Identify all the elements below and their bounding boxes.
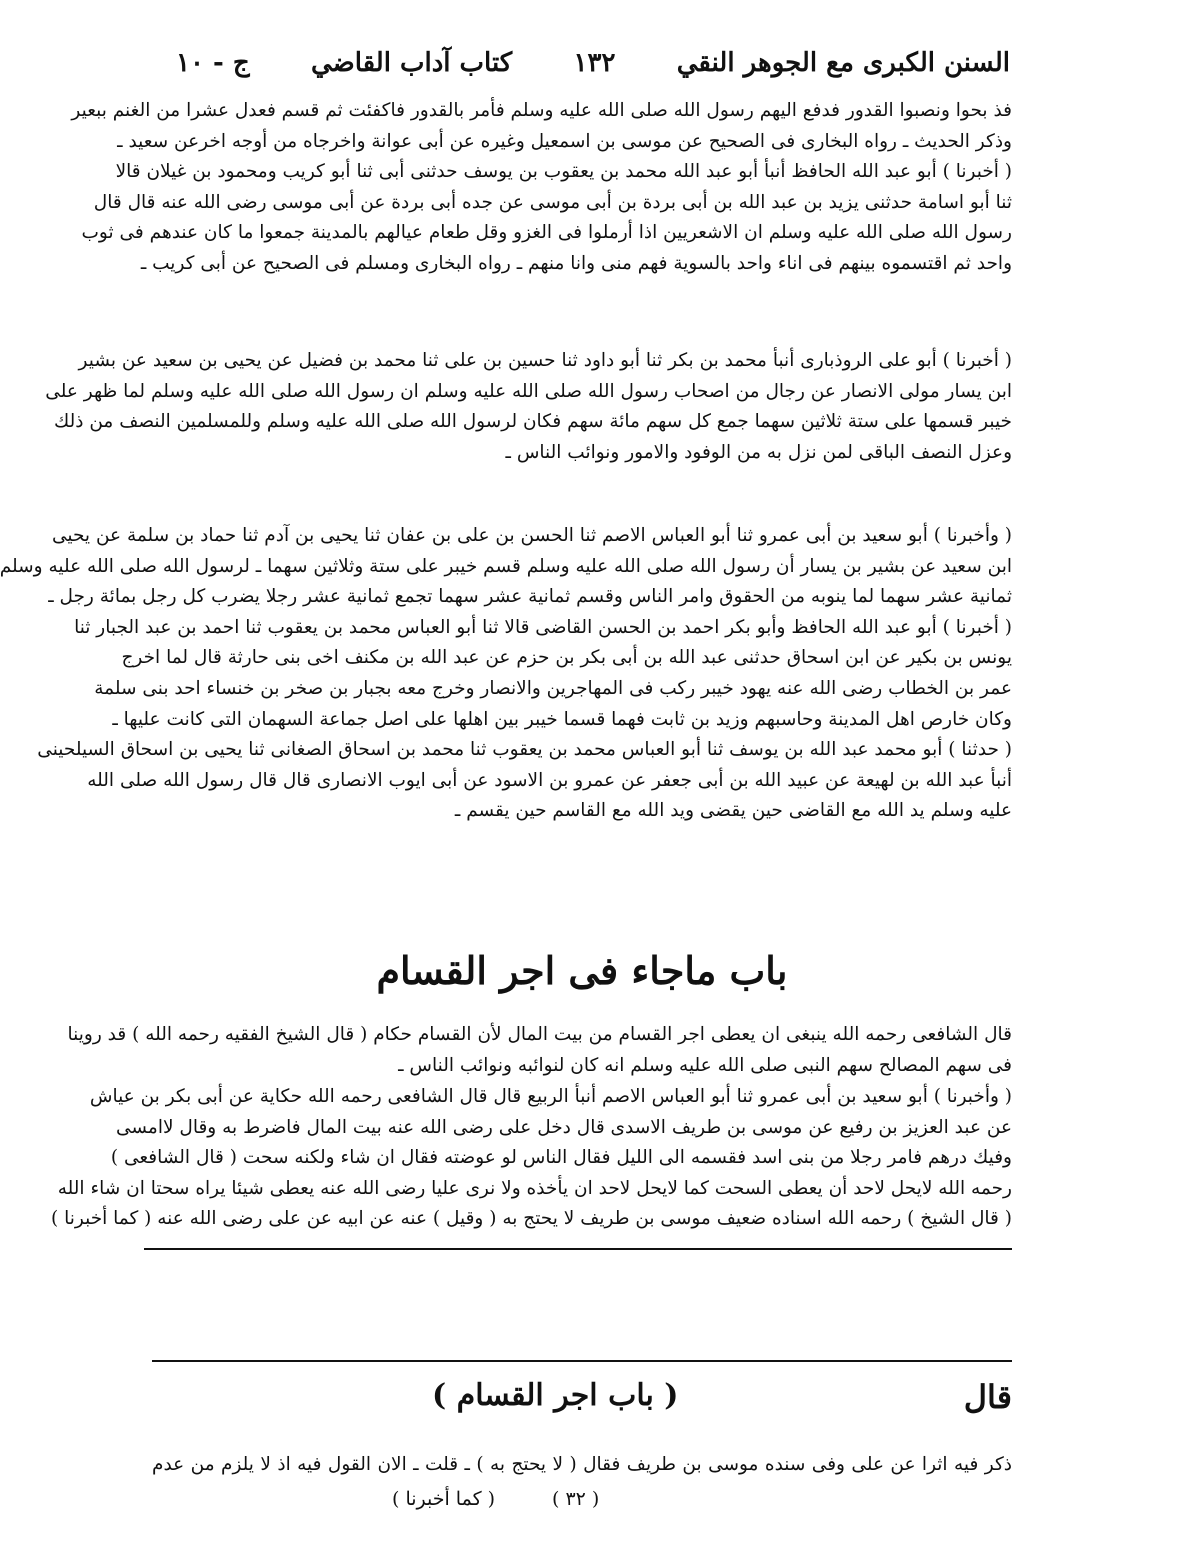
page-number: ١٣٢: [573, 48, 616, 78]
footnote-qala: قال: [963, 1378, 1012, 1416]
text-line: عليه وسلم يد الله مع القاضى حين يقضى ويد الله مع القاسم حين يقسم ـ: [454, 800, 1012, 822]
text-line: رحمه الله لايحل لاحد أن يعطى السحت كما لايحل لاحد ان يأخذه ولا نرى عليا رضى الله عنه يعطى شيئا يراه سحتا ان شاء الله: [57, 1177, 1012, 1199]
text-line: رسول الله صلى الله عليه وسلم ان الاشعريين اذا أرملوا فى الغزو وقل طعام عيالهم بالمدينة جمعوا ما كان عندهم فى ثوب: [81, 222, 1012, 244]
text-line: ( حدثنا ) أبو محمد عبد الله بن يوسف ثنا أبو العباس محمد بن يعقوب ثنا محمد بن اسحاق الصغانى ثنا يحيى بن اسحاق السيلحينى: [37, 739, 1012, 761]
chapter-title: باب ماجاء فى اجر القسام: [376, 948, 788, 993]
footer-page-number: ( ٣٢ ): [552, 1488, 600, 1510]
text-block-5: [51, 1082, 1012, 1235]
text-line: ثنا أبو اسامة حدثنى يزيد بن عبد الله بن أبى بردة بن أبى موسى عن جده أبى بردة عن أبى موسى رضى الله عنه قال قال: [93, 191, 1012, 213]
footer-catchword: ( كما أخبرنا ): [392, 1488, 496, 1510]
text-line: ثمانية عشر سهما لما ينوبه من الحقوق وامر الناس وقسم ثمانية عشر سهما تجمع ثمانية عشر رجلا يضرب كل رجل بمائة رجل ـ: [48, 586, 1012, 608]
text-line: وذكر الحديث ـ رواه البخارى فى الصحيح عن موسى بن اسمعيل وغيره عن أبى عوانة واخرجاه من أوجه اخرعن سعيد ـ: [117, 130, 1012, 152]
section-divider: [144, 1248, 1012, 1250]
volume-label: ج - ١٠: [176, 48, 250, 78]
text-line: خيبر قسمها على ستة ثلاثين سهما جمع كل سهم مائة سهم فكان لرسول الله صلى الله عليه وسلم وللمسلمين النصف من ذلك: [54, 411, 1012, 433]
text-line: وفيك درهم فامر رجلا من بنى اسد فقسمه الى الليل فقال الناس لو عوضته فقال ان شاء ولكنه سحت ( قال الشافعى ): [110, 1147, 1012, 1169]
text-block-3: [0, 521, 1012, 827]
text-line: أنبأ عبد الله بن لهيعة عن عبيد الله بن أبى جعفر عن عمرو بن الاسود عن أبى ايوب الانصارى قال قال رسول الله صلى الله: [87, 769, 1012, 791]
text-line: عن عبد العزيز بن رفيع عن موسى بن طريف الاسدى قال دخل على رضى الله عنه بيت المال فاضرط به وقال لاامسى: [115, 1116, 1012, 1138]
page-footer: [152, 1488, 1012, 1518]
footnote-title: ( باب اجر القسام ): [432, 1378, 679, 1413]
section-title: كتاب آداب القاضي: [310, 48, 513, 78]
text-line: ( أخبرنا ) أبو عبد الله الحافظ وأبو بكر احمد بن الحسن القاضى قالا ثنا أبو العباس محمد بن يعقوب ثنا احمد بن عبد الجبار ثنا: [74, 616, 1012, 638]
page-header: [176, 38, 1010, 88]
text-line: واحد ثم اقتسموه بينهم فى اناء واحد بالسوية فهم منى وانا منهم ـ رواه البخارى ومسلم فى الصحيح عن أبى كريب ـ: [140, 252, 1012, 274]
text-line: فى سهم المصالح سهم النبى صلى الله عليه وسلم انه كان لنوائبه ونوائب الناس ـ: [398, 1054, 1012, 1076]
text-line: عمر بن الخطاب رضى الله عنه يهود خيبر ركب فى المهاجرين والانصار وخرج معه بجبار بن صخر بن خنساء احد بنى سلمة: [94, 677, 1012, 699]
text-line: ابن سعيد عن بشير بن يسار أن رسول الله صلى الله عليه وسلم قسم خيبر على ستة وثلاثين سهما ـ لرسول الله صلى الله عليه وسلم: [0, 555, 1012, 577]
book-title: السنن الكبرى مع الجوهر النقي: [676, 48, 1010, 78]
text-line: ( وأخبرنا ) أبو سعيد بن أبى عمرو ثنا أبو العباس الاصم أنبأ الربيع قال قال الشافعى رحمه الله حكاية عن أبى بكر بن عياش: [89, 1086, 1012, 1107]
text-line: ( قال الشيخ ) رحمه الله اسناده ضعيف موسى بن طريف لا يحتج به ( وقيل ) عنه عن ابيه عن على رضى الله عنه ( كما أخبرنا ): [51, 1208, 1012, 1230]
footnote-body: ذكر فيه اثرا عن على وفى سنده موسى بن طريف فقال ( لا يحتج به ) ـ قلت ـ الان القول فيه اذ لا يلزم من عدم: [152, 1454, 1012, 1475]
text-block-4: [67, 1020, 1012, 1081]
text-line: يونس بن بكير عن ابن اسحاق حدثنى عبد الله بن أبى بكر بن حزم عن عبد الله بن مكنف اخى بنى حارثة قال لما اخرج: [121, 647, 1012, 669]
text-block-1: [71, 96, 1012, 280]
footnote-header: [152, 1378, 1012, 1428]
text-line: ( أخبرنا ) أبو على الروذبارى أنبأ محمد بن بكر ثنا أبو داود ثنا حسين بن على ثنا محمد بن فضيل عن يحيى بن سعيد عن بشير: [78, 350, 1012, 371]
text-line: فذ بحوا ونصبوا القدور فدفع اليهم رسول الله صلى الله عليه وسلم فأمر بالقدور فاكفئت ثم قسم فعدل عشرا من الغنم ببعير: [71, 100, 1012, 121]
text-line: قال الشافعى رحمه الله ينبغى ان يعطى اجر القسام من بيت المال لأن القسام حكام ( قال الشيخ الفقيه رحمه الله ) قد روينا: [67, 1024, 1012, 1045]
footnote-divider: [152, 1360, 1012, 1362]
text-line: وعزل النصف الباقى لمن نزل به من الوفود والامور ونوائب الناس ـ: [505, 441, 1012, 463]
text-block-2: [45, 346, 1012, 468]
text-line: ( وأخبرنا ) أبو سعيد بن أبى عمرو ثنا أبو العباس الاصم ثنا الحسن بن على بن عفان ثنا يحيى بن آدم ثنا حماد بن سلمة عن يحيى: [51, 525, 1012, 546]
text-line: وكان خارص اهل المدينة وحاسبهم وزيد بن ثابت فهما قسما خيبر بين اهلها على اصل جماعة السهمان التى كانت عليها ـ: [112, 708, 1012, 730]
text-line: ابن يسار مولى الانصار عن رجال من اصحاب رسول الله صلى الله عليه وسلم ان رسول الله صلى الله عليه وسلم لما ظهر على: [45, 380, 1012, 402]
text-line: ( أخبرنا ) أبو عبد الله الحافظ أنبأ أبو عبد الله محمد بن يعقوب بن يوسف حدثنى أبى ثنا أبو كريب ومحمود بن غيلان قالا: [115, 161, 1012, 183]
